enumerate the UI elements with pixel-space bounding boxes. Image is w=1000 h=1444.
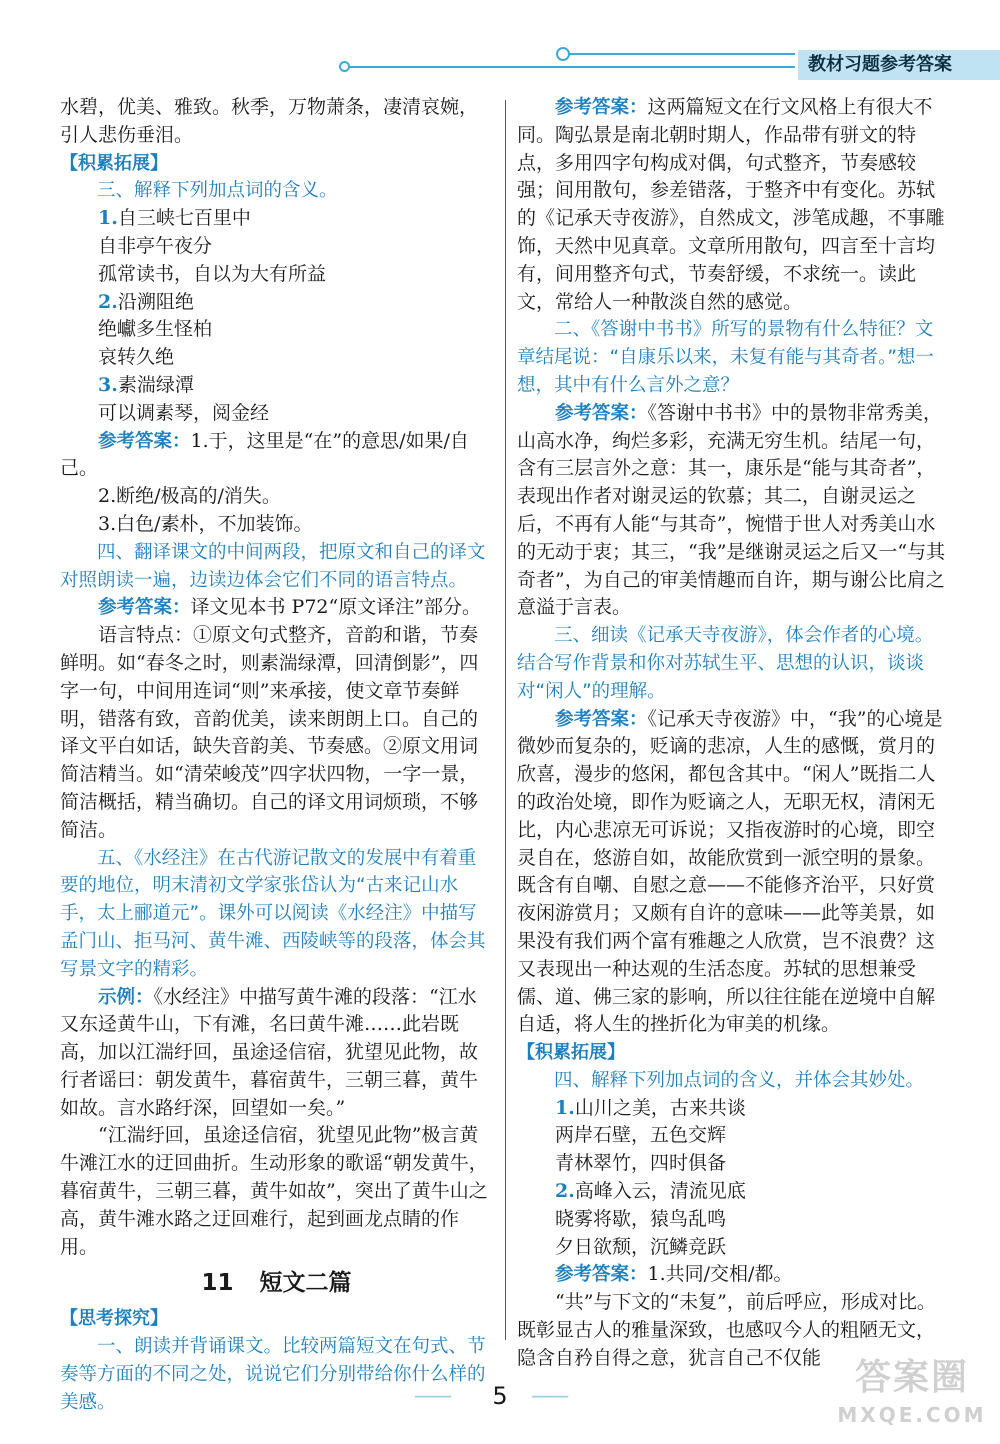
paragraph — [60, 511, 493, 539]
answer-paragraph — [60, 984, 493, 1123]
text-content: 绝巘多生怪柏 — [98, 318, 213, 341]
text-content: 五、《水经注》在古代游记散文的发展中有着重要的地位，明末清初文学家张岱认为“古来记山水手，太上郦道元”。课外可以阅读《水经注》中描写孟门山、拒马河、黄牛滩、西陵峡等的段落，体会其写景文字的精彩。 — [60, 847, 486, 980]
watermark-line1: 答案圈 — [854, 1357, 969, 1398]
text-content: “江湍纡回，虽途迳信宿，犹望见此物”极言黄牛滩江水的迂回曲折。生动形象的歌谣“朝发黄牛，暮宿黄牛，三朝三暮，黄牛如故”，突出了黄牛山之高，黄牛滩水路之迂回难行，起到画龙点睛的作用。 — [60, 1124, 488, 1258]
paragraph — [60, 1122, 493, 1261]
text-content: 1.共同/交相/都。 — [647, 1263, 793, 1286]
answer-label: 示例： — [98, 986, 154, 1008]
text-content: 语言特点：①原文句式整齐，音韵和谐，节奏鲜明。如“春冬之时，则素湍绿潭，回清倒影”，四字一句，中间用连词“则”来承接，使文章节奏鲜明，错落有致，音韵优美，读来朗朗上口。自己的译文平白如话，缺失音韵美、节奏感。②原文用词简洁精当。如“清荣峻茂”四字状四物，一字一景，简洁概括，精当确切。自己的译文用词烦琐，不够简洁。 — [60, 624, 479, 841]
text-content: 3.白色/素朴，不加装饰。 — [98, 512, 313, 535]
column-divider — [505, 100, 506, 1340]
header-rule-bottom — [345, 66, 795, 68]
lesson-heading — [60, 1263, 493, 1303]
paragraph — [60, 622, 493, 844]
text-content: 三、细读《记承天寺夜游》，体会作者的心境。结合写作背景和你对苏轼生平、思想的认识，谈谈对“闲人”的理解。 — [517, 625, 934, 702]
text-content: 青林翠竹，四时俱备 — [555, 1152, 727, 1175]
text-content: 沿溯阻绝 — [117, 290, 194, 313]
text-content: 自非亭午夜分 — [98, 234, 213, 257]
example-line — [60, 344, 493, 372]
text-content: 【积累拓展】 — [517, 1042, 625, 1064]
text-content: 【积累拓展】 — [60, 152, 168, 174]
right-column — [517, 94, 950, 1373]
answer-paragraph — [60, 594, 493, 622]
text-content: 三、解释下列加点词的含义。 — [97, 180, 338, 202]
example-line — [60, 289, 493, 317]
example-line — [60, 400, 493, 428]
text-content: 四、解释下列加点词的含义，并体会其妙处。 — [554, 1069, 925, 1091]
text-content: “共”与下文的“未复”，前后呼应，形成对比。既彰显古人的雅量深致，也感叹今人的粗陋无文，隐含自矜自得之意，犹言自己不仅能 — [517, 1291, 936, 1369]
text-content: 1.于，这里是“在”的意思/如果/自己。 — [60, 429, 469, 480]
answer-label: 参考答案： — [555, 97, 648, 118]
answer-label: 参考答案： — [555, 1264, 648, 1286]
answer-label: 参考答案： — [555, 402, 648, 424]
answer-label: 参考答案： — [98, 597, 191, 619]
footer-ornament-left: ━━━━━━ — [415, 1392, 452, 1403]
item-number: 2. — [555, 1180, 575, 1203]
text-content: 可以调素琴，阅金经 — [98, 401, 270, 424]
example-line — [60, 233, 493, 261]
text-content: 高峰入云，清流见底 — [574, 1180, 746, 1203]
text-content: 晓雾将歇，猿鸟乱鸣 — [555, 1207, 727, 1230]
header-dot-bottom — [339, 61, 350, 72]
text-content: 这两篇短文在行文风格上有很大不同。陶弘景是南北朝时期人，作品带有骈文的特点，多用四字句构成对偶，句式整齐，节奏感较强；间用散句，参差错落，于整齐中有变化。苏轼的《记承天寺夜游》，自然成文，涉笔成趣，不事雕饰，天然中见真章。文章所用散句，四言至十言均有，间用整齐句式，节奏舒缓，不求统一。读此文，常给人一种散淡自然的感觉。 — [517, 96, 945, 313]
answer-label: 参考答案： — [98, 430, 191, 452]
answer-label: 参考答案： — [555, 708, 648, 730]
text-content: 夕日欲颓，沉鳞竞跃 — [555, 1235, 727, 1258]
left-column — [60, 94, 493, 1417]
section-heading — [517, 1039, 950, 1067]
answer-paragraph — [60, 428, 493, 484]
example-line — [60, 261, 493, 289]
header-rule-top — [565, 53, 795, 55]
example-line — [517, 1178, 950, 1206]
header-title: 教材习题参考答案 — [798, 50, 1000, 80]
watermark-logo — [832, 1354, 992, 1439]
answer-paragraph — [517, 706, 950, 1040]
question-text — [60, 539, 493, 595]
question-text — [517, 316, 950, 399]
section-heading — [60, 1305, 493, 1333]
text-content: 【思考探究】 — [60, 1308, 168, 1330]
paragraph — [60, 94, 493, 150]
text-content: 孤常读书，自以为大有所益 — [98, 262, 327, 285]
text-content: 水碧，优美、雅致。秋季，万物萧条，凄清哀婉，引人悲伤垂泪。 — [60, 96, 479, 146]
question-text — [60, 845, 493, 984]
text-content: 2.断绝/极高的/消失。 — [98, 485, 281, 508]
item-number: 2. — [98, 290, 118, 313]
question-text — [517, 622, 950, 705]
answer-paragraph — [517, 400, 950, 622]
item-number: 3. — [98, 373, 118, 396]
page-number: 5 — [492, 1382, 508, 1410]
text-content: 二、《答谢中书书》所写的景物有什么特征？文章结尾说：“自康乐以来，未复有能与其奇者。”想一想，其中有什么言外之意？ — [517, 319, 934, 396]
example-line — [517, 1150, 950, 1178]
footer-ornament-right: ━━━━━━ — [532, 1392, 569, 1403]
text-content: 山川之美，古来共谈 — [574, 1096, 746, 1119]
lesson-number: 11 — [201, 1270, 234, 1297]
watermark-line2: MXQE.COM — [837, 1403, 987, 1427]
item-number: 1. — [555, 1096, 575, 1119]
text-content: 《记承天寺夜游》中，“我”的心境是微妙而复杂的，贬谪的悲凉，人生的感慨，赏月的欣喜，漫步的悠闲，都包含其中。“闲人”既指二人的政治处境，即作为贬谪之人，无职无权，清闲无比，内心悲凉无可诉说；又指夜游时的心境，即空灵自在，悠游自如，故能欣赏到一派空明的景象。既含有自嘲、自慰之意——不能修齐治平，只好赏夜闲游赏月；又颇有自许的意味——此等美景，如果没有我们两个富有雅趣之人欣赏，岂不浪费？这又表现出一种达观的生活态度。苏轼的思想兼受儒、道、佛三家的影响，所以往往能在逆境中自解自适，将人生的挫折化为审美的机缘。 — [517, 707, 943, 1036]
header-dot-left — [556, 47, 570, 61]
example-line — [60, 205, 493, 233]
text-content: 哀转久绝 — [98, 346, 175, 369]
example-line — [60, 316, 493, 344]
text-content: 《水经注》中描写黄牛滩的段落：“江水又东迳黄牛山，下有滩，名曰黄牛滩……此岩既高，加以江湍纡回，虽途迳信宿，犹望见此物，故行者谣曰：朝发黄牛，暮宿黄牛，三朝三暮，黄牛如故。言水路纡深，回望如一矣。” — [60, 985, 479, 1119]
answer-paragraph — [517, 1261, 950, 1289]
example-line — [60, 372, 493, 400]
text-content: 译文见本书 P72“原文译注”部分。 — [190, 596, 481, 619]
text-content: 两岸石壁，五色交辉 — [555, 1124, 727, 1147]
example-line — [517, 1234, 950, 1262]
question-text — [60, 177, 493, 205]
text-content: 四、翻译课文的中间两段，把原文和自己的译文对照朗读一遍，边读边体会它们不同的语言特点。 — [60, 541, 486, 591]
example-line — [517, 1206, 950, 1234]
text-content: 自三峡七百里中 — [117, 207, 251, 230]
question-text — [517, 1067, 950, 1095]
text-content: 《答谢中书书》中的景物非常秀美，山高水净，绚烂多彩，充满无穷生机。结尾一句，含有三层言外之意：其一，康乐是“能与其奇者”，表现出作者对谢灵运的钦慕；其二，自谢灵运之后，不再有人能“与其奇”，惋惜于世人对秀美山水的无动于衷；其三，“我”是继谢灵运之后又一“与其奇者”，为自己的审美情趣而自许，期与谢公比肩之意溢于言表。 — [517, 401, 946, 619]
paragraph — [60, 483, 493, 511]
text-content: 素湍绿潭 — [117, 373, 194, 396]
example-line — [517, 1095, 950, 1123]
section-heading — [60, 150, 493, 178]
item-number: 1. — [98, 207, 118, 230]
text-content: 一、朗读并背诵课文。比较两篇短文在句式、节奏等方面的不同之处，说说它们分别带给你什么样的美感。 — [60, 1336, 486, 1413]
example-line — [517, 1122, 950, 1150]
lesson-title: 短文二篇 — [259, 1270, 352, 1297]
answer-paragraph — [517, 94, 950, 316]
